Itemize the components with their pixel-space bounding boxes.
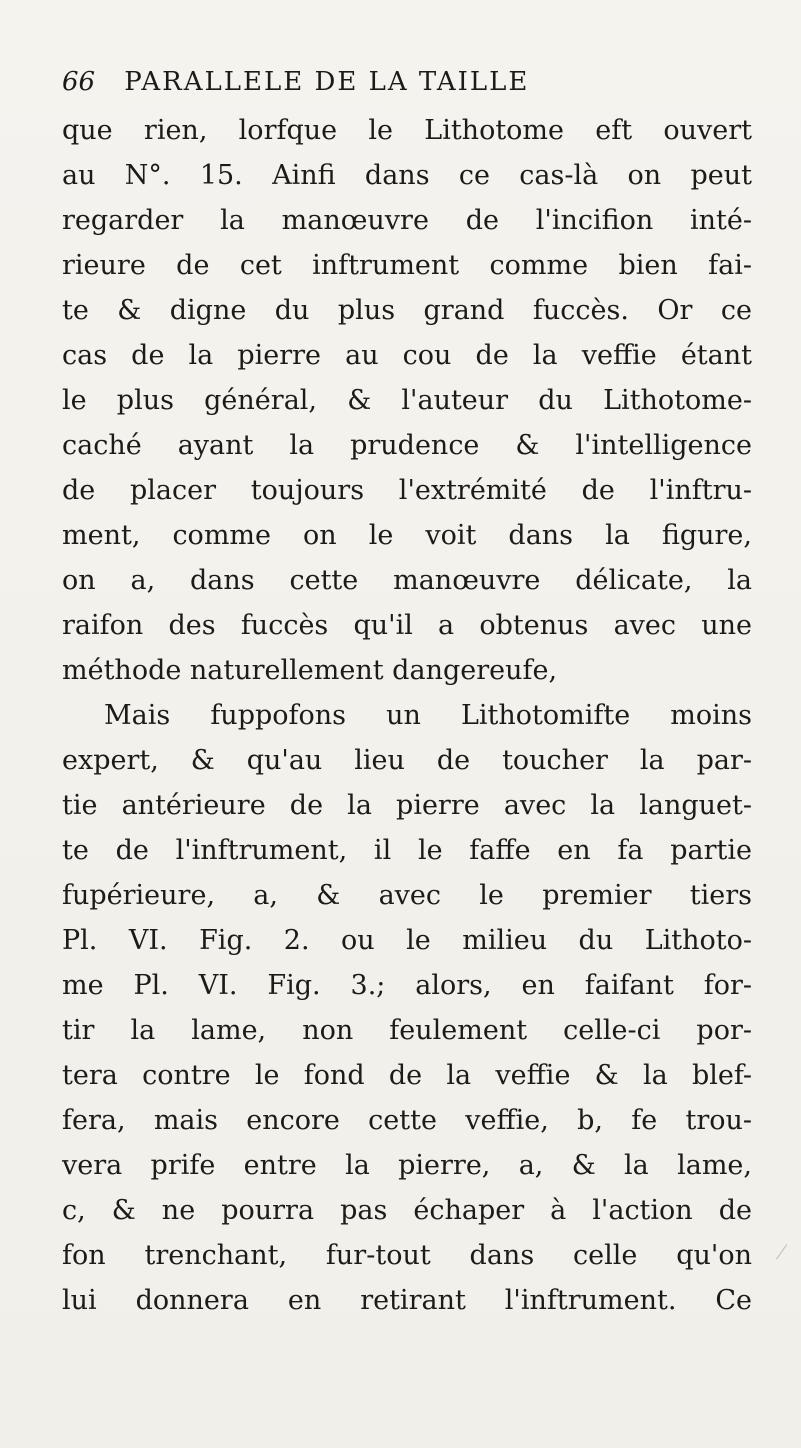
text-line: méthode naturellement dangereufe,: [62, 655, 558, 686]
text-line: tera contre le fond de la veffie & la blef-: [62, 1060, 752, 1091]
page-number: 66: [62, 67, 96, 97]
text-line: tie antérieure de la pierre avec la languet-: [62, 790, 752, 821]
text-line: caché ayant la prudence & l'intelligence: [62, 430, 752, 461]
text-line: te & digne du plus grand fuccès. Or ce: [62, 295, 752, 326]
text-line: raifon des fuccès qu'il a obtenus avec une: [62, 610, 752, 641]
text-line: on a, dans cette manœuvre délicate, la: [62, 565, 752, 596]
text-line: ment, comme on le voit dans la figure,: [62, 520, 752, 551]
text-line: cas de la pierre au cou de la veffie étant: [62, 340, 752, 371]
text-line: fupérieure, a, & avec le premier tiers: [62, 880, 752, 911]
text-line: le plus général, & l'auteur du Lithotome-: [62, 385, 752, 416]
text-line: lui donnera en retirant l'inftrument. Ce: [62, 1285, 752, 1316]
body-text: [62, 108, 752, 1323]
text-line: Mais fuppofons un Lithotomifte moins: [104, 700, 752, 731]
text-line: expert, & qu'au lieu de toucher la par-: [62, 745, 752, 776]
running-title: PARALLELE DE LA TAILLE: [124, 67, 530, 97]
text-line: te de l'inftrument, il le faffe en fa partie: [62, 835, 752, 866]
text-line: de placer toujours l'extrémité de l'inftru-: [62, 475, 752, 506]
text-line: c, & ne pourra pas échaper à l'action de: [62, 1195, 752, 1226]
text-line: au N°. 15. Ainfi dans ce cas-là on peut: [62, 160, 752, 191]
text-line: fon trenchant, fur-tout dans celle qu'on: [62, 1240, 752, 1271]
text-line: fera, mais encore cette veffie, b, fe trou-: [62, 1105, 752, 1136]
paper-mark: [768, 1238, 787, 1259]
text-line: tir la lame, non feulement celle-ci por-: [62, 1015, 752, 1046]
text-line: regarder la manœuvre de l'incifion inté-: [62, 205, 752, 236]
text-line: me Pl. VI. Fig. 3.; alors, en faifant for-: [62, 970, 752, 1001]
text-line: que rien, lorfque le Lithotome eft ouvert: [62, 115, 752, 146]
text-line: Pl. VI. Fig. 2. ou le milieu du Lithoto-: [62, 925, 752, 956]
page-header: [62, 62, 752, 102]
text-line: vera prife entre la pierre, a, & la lame,: [62, 1150, 752, 1181]
text-line: rieure de cet inftrument comme bien fai-: [62, 250, 752, 281]
